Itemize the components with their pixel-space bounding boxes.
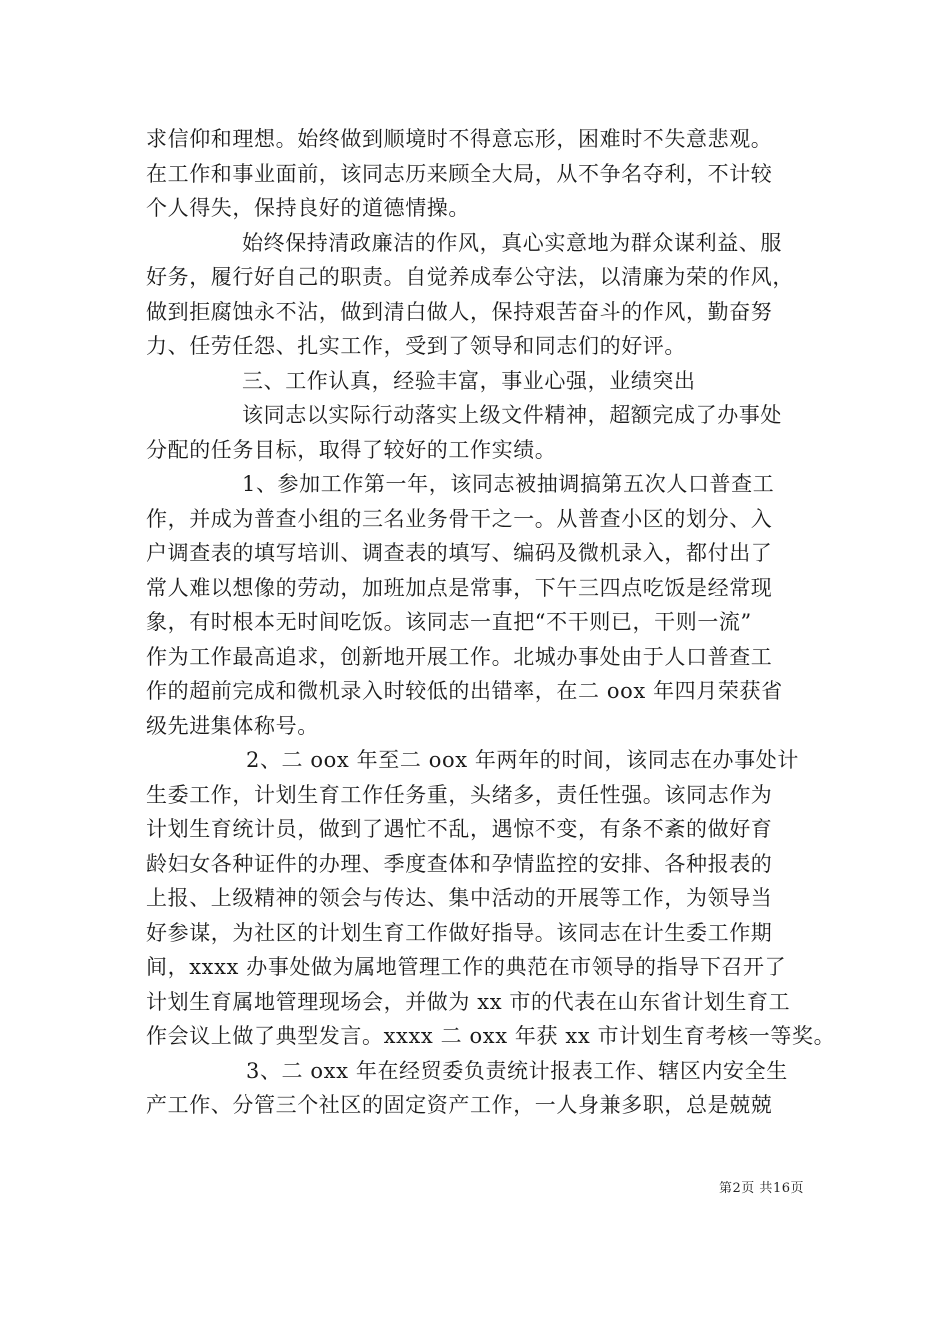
footer-page-number: 2 [732,1181,742,1196]
paragraph [146,364,816,399]
text-line: 该同志以实际行动落实上级文件精神，超额完成了办事处 [242,403,782,427]
text-line: 作，并成为普查小组的三名业务骨干之一。从普查小区的划分、入 [146,506,773,531]
text-line: 分配的任务目标，取得了较好的工作实绩。 [146,437,557,462]
footer-prefix: 第 [719,1181,733,1196]
paragraph [146,122,816,226]
text-line: 产工作、分管三个社区的固定资产工作，一人身兼多职，总是兢兢 [146,1093,773,1117]
text-line: 作为工作最高追求，创新地开展工作。北城办事处由于人口普查工 [146,644,773,669]
text-line: 计划生育统计员，做到了遇忙不乱，遇惊不变，有条不紊的做好育 [146,817,773,841]
paragraph [146,398,816,467]
text-line: 始终保持清政廉洁的作风，真心实意地为群众谋利益、服 [242,230,782,255]
text-line: 象，有时根本无时间吃饭。该同志一直把“不干则已，干则一流” [146,610,752,634]
paragraph [146,226,816,364]
text-line: 作的超前完成和微机录入时较低的出错率，在二 oox 年四月荣获省 [146,679,783,703]
text-line: 三、工作认真，经验丰富，事业心强，业绩突出 [242,368,696,393]
page-footer [719,1177,804,1196]
body-text [146,122,836,1123]
footer-middle: 页 共 [741,1181,773,1196]
text-line: 生委工作，计划生育工作任务重，头绪多，责任性强。该同志作为 [146,782,773,807]
text-line: 做到拒腐蚀永不沾，做到清白做人，保持艰苦奋斗的作风，勤奋努 [146,299,773,324]
text-line: 个人得失，保持良好的道德情操。 [146,196,470,220]
text-line: 龄妇女各种证件的办理、季度查体和孕情监控的安排、各种报表的 [146,851,773,876]
footer-suffix: 页 [790,1181,804,1196]
text-line: 在工作和事业面前，该同志历来顾全大局，从不争名夺利，不计较 [146,161,773,186]
text-line: 好参谋，为社区的计划生育工作做好指导。该同志在计生委工作期 [146,920,773,945]
text-line: 2、二 oox 年至二 oox 年两年的时间，该同志在办事处计 [246,748,799,772]
paragraph [146,1054,816,1123]
text-line: 作会议上做了典型发言。xxxx 二 oxx 年获 xx 市计划生育考核一等奖。 [146,1024,836,1048]
text-line: 户调查表的填写培训、调查表的填写、编码及微机录入，都付出了 [146,541,773,565]
text-line: 1、参加工作第一年，该同志被抽调搞第五次人口普查工 [242,472,775,496]
paragraph [146,743,836,1054]
text-line: 级先进集体称号。 [146,713,319,738]
text-line: 3、二 oxx 年在经贸委负责统计报表工作、辖区内安全生 [246,1058,788,1083]
text-line: 常人难以想像的劳动，加班加点是常事，下午三四点吃饭是经常现 [146,575,773,600]
text-line: 上报、上级精神的领会与传达、集中活动的开展等工作，为领导当 [146,886,773,910]
paragraph [146,467,816,743]
text-line: 好务，履行好自己的职责。自觉养成奉公守法，以清廉为荣的作风， [146,265,794,289]
text-line: 间，xxxx 办事处做为属地管理工作的典范在市领导的指导下召开了 [146,955,787,979]
text-line: 力、任劳任怨、扎实工作，受到了领导和同志们的好评。 [146,334,686,358]
text-line: 计划生育属地管理现场会，并做为 xx 市的代表在山东省计划生育工 [146,989,791,1014]
footer-total-pages: 16 [772,1181,791,1196]
text-line: 求信仰和理想。始终做到顺境时不得意忘形，困难时不失意悲观。 [146,127,773,151]
